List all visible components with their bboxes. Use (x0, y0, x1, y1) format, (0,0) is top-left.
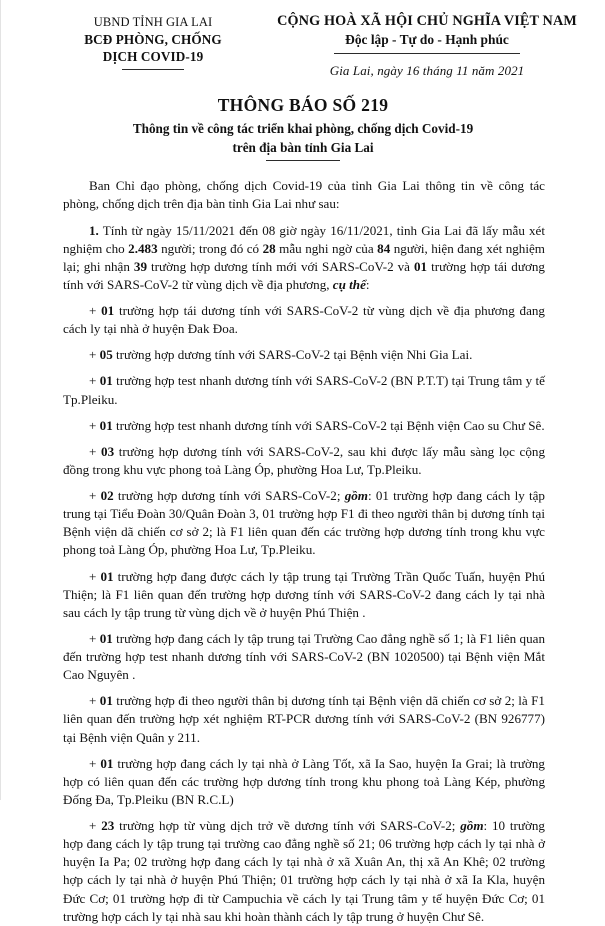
national-heading-block (277, 12, 577, 79)
bullet-emphasis: gồm (344, 488, 368, 504)
section-1-text-e: trường hợp dương tính mới với SARS-CoV-2 và (147, 258, 414, 274)
authority-line-1: UBND TỈNH GIA LAI (93, 15, 213, 29)
bullet-marker: + (89, 818, 102, 834)
bullet-text-before: trường hợp từ vùng dịch trở về dương tính với SARS-CoV-2; (114, 818, 461, 834)
section-1-text-d: người, hiện đang xét nghiệm lại; ghi nhận (63, 240, 545, 274)
bullet-marker: + (89, 568, 101, 584)
title-underline (266, 160, 340, 161)
bullet-text: trường hợp đang cách ly tại nhà ở Làng Tốt, xã Ia Sao, huyện Ia Grai; là trường hợp có liên quan đến các trường hợp dương tính trong khu phong toả Làng Kép, phường Đống Đa, Tp.Pleiku (BN R.C.L) (63, 755, 545, 807)
bullet-count: 01 (99, 417, 113, 433)
section-1-paragraph (63, 222, 545, 295)
count-tested: 2.483 (128, 240, 158, 256)
bullet-text: trường hợp dương tính với SARS-CoV-2 tại Bệnh viện Nhi Gia Lai. (112, 347, 473, 363)
section-1-text-f: trường hợp tái dương tính với SARS-CoV-2 từ vùng dịch về địa phương, (63, 258, 545, 292)
case-bullet (63, 417, 545, 435)
national-title: CỘNG HOÀ XÃ HỘI CHỦ NGHĨA VIỆT NAM (277, 13, 577, 29)
national-underline (334, 53, 520, 54)
national-motto: Độc lập - Tự do - Hạnh phúc (345, 32, 509, 48)
intro-paragraph: Ban Chỉ đạo phòng, chống dịch Covid-19 của tỉnh Gia Lai thông tin về công tác phòng, chống dịch trên địa bàn tỉnh Gia Lai như sau: (63, 178, 545, 212)
count-suspect-samples: 28 (262, 240, 276, 256)
section-1-text-c: mẫu nghi ngờ của (275, 240, 378, 256)
bullet-count: 02 (100, 488, 114, 504)
issuing-authority-block (29, 12, 277, 70)
bullet-marker: + (89, 443, 102, 459)
bullet-marker: + (89, 417, 100, 433)
bullet-count: 01 (101, 303, 115, 319)
section-1-text-a: Tính từ ngày 15/11/2021 đến 08 giờ ngày 16/11/2021, tỉnh Gia Lai đã lấy mẫu xét nghiệm cho (63, 222, 545, 256)
bullet-marker: + (89, 693, 100, 709)
bullet-text: trường hợp test nhanh dương tính với SARS-CoV-2 (BN P.T.T) tại Trung tâm y tế Tp.Pleiku. (63, 373, 545, 407)
document-body (1, 177, 605, 926)
page-subtitle-line-2: trên địa bàn tỉnh Gia Lai (232, 139, 374, 155)
bullet-text-after: : 10 trường hợp đang cách ly tập trung tại trường cao đẳng nghề số 21; 06 trường hợp cách ly tại nhà ở huyện Ia Pa; 02 trường hợp đang cách ly tại nhà ở xã Xuân An, thị xã An Khê; 02 trường hợp cách ly tại nhà ở huyện Phú Thiện; 01 trường hợp cách ly tại nhà ở xã Ia Kla, huyện Đức Cơ; 01 trường hợp đi từ Campuchia về cách ly tại Trung tâm y tế huyện Đức Cơ; 01 trường hợp cách ly tại nhà sau khi hoàn thành cách ly tập trung ở huyện Chư Sê. (63, 818, 545, 924)
document-header (1, 0, 605, 79)
title-block (1, 95, 605, 161)
bullet-marker: + (89, 630, 100, 646)
case-bullet (63, 692, 545, 746)
authority-line-3: DỊCH COVID-19 (102, 48, 204, 64)
bullet-marker: + (89, 373, 100, 389)
bullet-count: 23 (101, 818, 115, 834)
bullet-text: trường hợp tái dương tính với SARS-CoV-2 từ vùng dịch về địa phương đang cách ly tại nhà ở huyện Đak Đoa. (63, 303, 545, 337)
case-bullet (63, 372, 545, 408)
bullet-count: 05 (99, 347, 113, 363)
bullet-text: trường hợp test nhanh dương tính với SARS-CoV-2 tại Bệnh viện Cao su Chư Sê. (112, 417, 545, 433)
bullet-marker: + (89, 755, 101, 771)
bullet-count: 01 (100, 568, 114, 584)
bullet-text: trường hợp đang được cách ly tập trung tại Trường Trần Quốc Tuấn, huyện Phú Thiện; là F1 liên quan đến trường hợp dương tính với SARS-CoV-2 đang cách ly tại nhà sau cách ly tập trung từ vùng dịch về ở huyện Phú Thiện . (63, 568, 545, 620)
bullet-text: trường hợp dương tính với SARS-CoV-2, sau khi được lấy mẫu sàng lọc cộng đồng trong khu vực phong toả Làng Óp, phường Hoa Lư, Tp.Pleiku. (63, 443, 545, 477)
count-suspect-people: 84 (377, 240, 391, 256)
section-1-number: 1. (89, 222, 99, 238)
bullet-marker: + (89, 347, 100, 363)
bullet-count: 01 (99, 693, 113, 709)
case-bullet (63, 443, 545, 479)
bullet-emphasis: gồm (460, 818, 484, 834)
section-1-text-g: : (365, 276, 370, 292)
case-bullet (63, 568, 545, 622)
bullet-count: 03 (101, 443, 115, 459)
bullet-text: trường hợp đi theo người thân bị dương tính tại Bệnh viện dã chiến cơ sở 2; là F1 liên quan đến trường hợp xét nghiệm RT-PCR dương tính với SARS-CoV-2 (BN 926777) tại Bệnh viện Quân y 211. (63, 693, 545, 745)
bullet-marker: + (89, 303, 102, 319)
bullet-marker: + (89, 488, 101, 504)
authority-underline (122, 69, 184, 70)
bullet-text-after: : 01 trường hợp đang cách ly tập trung tại Tiểu Đoàn 30/Quân Đoàn 3, 01 trường hợp F1 đi theo người thân bị dương tính tại Bệnh viện dã chiến cơ sở 2; là F1 liên quan đến các trường hợp dương tính trong khu vực phong toả Làng Óp, phường Hoa Lư, Tp.Pleiku. (63, 488, 545, 558)
page-subtitle (1, 120, 605, 157)
case-bullet (63, 346, 545, 364)
case-bullet (63, 817, 545, 926)
page-title: THÔNG BÁO SỐ 219 (217, 94, 389, 115)
case-bullet (63, 302, 545, 338)
authority-line-2: BCĐ PHÒNG, CHỐNG (84, 31, 222, 47)
bullet-text: trường hợp đang cách ly tập trung tại Trường Cao đẳng nghề số 1; là F1 liên quan đến trường hợp test nhanh dương tính với SARS-CoV-2 (BN 1020500) tại Bệnh viện Mắt Cao Nguyên . (63, 630, 545, 683)
section-1-emphasis: cụ thể (332, 276, 366, 292)
count-new-cases: 39 (133, 258, 148, 274)
bullet-count: 01 (99, 373, 113, 389)
bullet-text-before: trường hợp dương tính với SARS-CoV-2; (113, 488, 345, 504)
issue-date: Gia Lai, ngày 16 tháng 11 năm 2021 (329, 62, 525, 78)
bullet-count: 01 (99, 630, 113, 646)
case-bullet (63, 755, 545, 809)
case-bullet (63, 630, 545, 684)
page-subtitle-line-1: Thông tin về công tác triển khai phòng, chống dịch Covid-19 (132, 120, 474, 136)
bullet-count: 01 (100, 755, 114, 771)
case-bullet (63, 487, 545, 560)
section-1-text-b: người; trong đó có (157, 240, 263, 256)
count-repositive: 01 (413, 258, 428, 274)
